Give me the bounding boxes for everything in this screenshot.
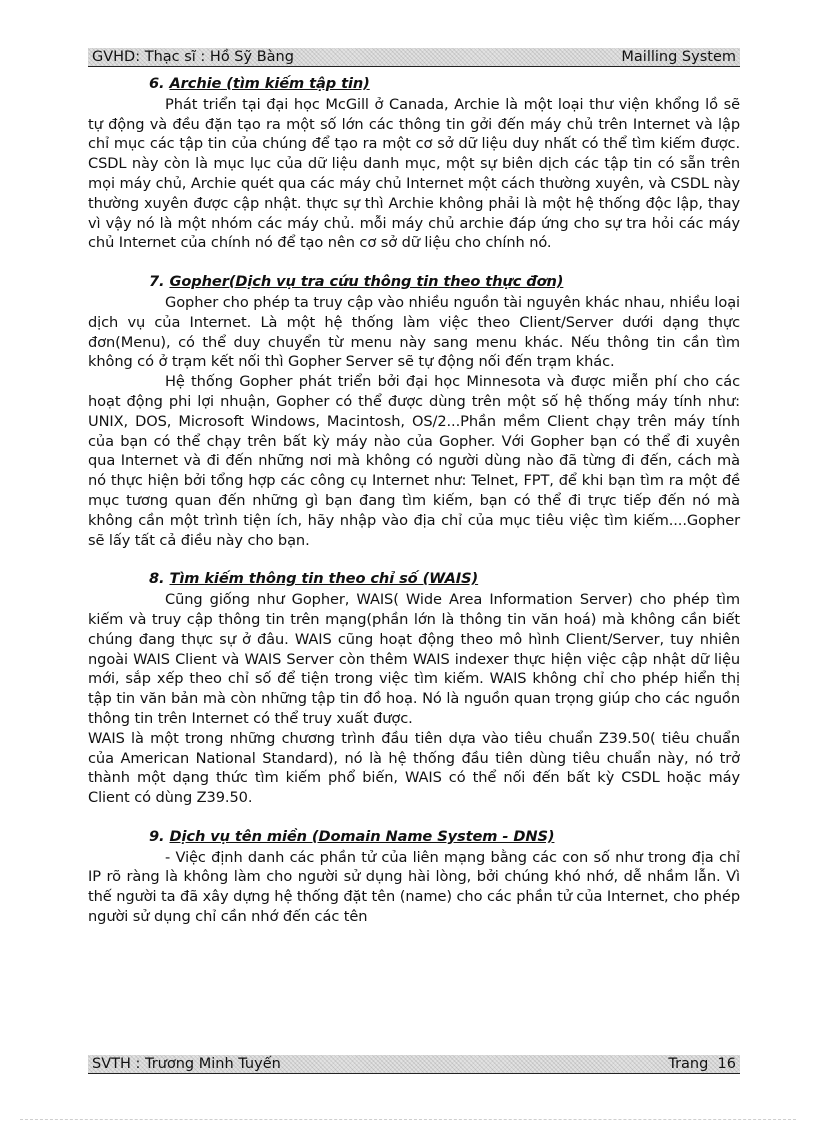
section-wais (88, 569, 740, 808)
paragraph: Phát triển tại đại học McGill ở Canada, Archie là một loại thư viện khổng lồ sẽ tự động và đều đặn tạo ra một số lớn các thông tin gởi đến máy chủ trên Internet và lập chỉ mục các tập tin của chúng để tạo ra một cơ sở dữ liệu duy nhất có thể tìm kiếm được. CSDL này còn là mục lục của dữ liệu danh mục, một sự biên dịch các tập tin có sẵn trên mọi máy chủ, Archie quét qua các máy chủ Internet một cách thường xuyên, và CSDL này thường xuyên được cập nhật. thực sự thì Archie không phải là một hệ thống độc lập, thay vì vậy nó là một nhóm các máy chủ. mỗi máy chủ archie đáp ứng cho sự tra hỏi các máy chủ Internet của chính nó để tạo nên cơ sở dữ liệu cho chính nó. (88, 95, 740, 252)
section-number: 9. (149, 827, 165, 845)
section-gopher (88, 272, 740, 550)
paragraph: Cũng giống như Gopher, WAIS( Wide Area Information Server) cho phép tìm kiếm và truy cập thông tin trên mạng(phần lớn là thông tin văn hoá) mà không cần biết chúng đang thực sự ở đâu. WAIS cũng hoạt động theo mô hình Client/Server, tuy nhiên ngoài WAIS Client và WAIS Server còn thêm WAIS indexer thực hiện việc cập nhật dữ liệu mới, sắp xếp theo chỉ số để tiện trong việc tìm kiếm. WAIS không chỉ cho phép hiển thị tập tin văn bản mà còn những tập tin đồ hoạ. Nó là nguồn quan trọng giúp cho các nguồn thông tin trên Internet có thể truy xuất được. (88, 591, 740, 727)
section-heading (88, 569, 740, 589)
page-edge-divider (20, 1119, 796, 1120)
section-number: 7. (149, 273, 165, 291)
section-heading (88, 272, 740, 292)
header-supervisor: GVHD: Thạc sĩ : Hồ Sỹ Bàng (92, 48, 294, 65)
section-archie (88, 74, 740, 253)
section-number: 8. (149, 570, 165, 588)
paragraph: Hệ thống Gopher phát triển bởi đại học Minnesota và được miễn phí cho các hoạt động phi lợi nhuận, Gopher có thể được dùng trên một số hệ thống máy tính như: UNIX, DOS, Microsoft Windows, Macintosh, OS/2...Phần mềm Client chạy trên máy tính của bạn có thể chạy trên bất kỳ máy nào của Gopher. Với Gopher bạn có thể đi xuyên qua Internet và đi đến những nơi mà không có người dùng nào đã từng đi đến, cách mà nó thực hiện bởi tổng hợp các công cụ Internet như: Telnet, FPT, để khi bạn tìm ra một đề mục tương quan đến những gì bạn đang tìm kiếm, bạn có thể đi trực tiếp đến nó mà không cần một trình tiện ích, hãy nhập vào địa chỉ của mục tiêu việc tìm kiếm....Gopher sẽ lấy tất cả điều này cho bạn. (88, 373, 740, 549)
header-project-title: Mailling System (621, 48, 736, 65)
section-heading (88, 827, 740, 847)
paragraph: WAIS là một trong những chương trình đầu tiên dựa vào tiêu chuẩn Z39.50( tiêu chuẩn của American National Standard), nó là hệ thống đầu tiên dùng tiêu chuẩn này, nó trở thành một dạng thức tìm kiếm phổ biến, WAIS có thể nối đến bất kỳ CSDL hoặc máy Client có dùng Z39.50. (88, 729, 740, 807)
section-title: Dịch vụ tên miền (Domain Name System - DNS) (169, 827, 555, 845)
section-title: Tìm kiếm thông tin theo chỉ số (WAIS) (169, 570, 479, 588)
page-label: Trang (668, 1055, 709, 1072)
section-title: Gopher(Dịch vụ tra cứu thông tin theo thực đơn) (169, 273, 564, 291)
section-dns (88, 827, 740, 927)
document-body (88, 74, 740, 927)
section-title: Archie (tìm kiếm tập tin) (169, 75, 370, 92)
page-header (88, 48, 740, 67)
page-number: 16 (717, 1055, 736, 1072)
paragraph: - Việc định danh các phần tử của liên mạng bằng các con số như trong địa chỉ IP rõ ràng là không làm cho người sử dụng hài lòng, bởi chúng khó nhớ, dễ nhầm lẫn. Vì thế người ta đã xây dựng hệ thống đặt tên (name) cho các phần tử của Internet, cho phép người sử dụng chỉ cần nhớ đến các tên (88, 848, 740, 926)
page-footer (88, 1055, 740, 1074)
footer-student: SVTH : Trương Minh Tuyến (92, 1055, 281, 1072)
section-number: 6. (149, 75, 165, 92)
footer-page (668, 1055, 736, 1074)
section-heading (88, 74, 740, 94)
paragraph: Gopher cho phép ta truy cập vào nhiều nguồn tài nguyên khác nhau, nhiều loại dịch vụ của Internet. Là một hệ thống làm việc theo Client/Server dưới dạng thực đơn(Menu), có thể duy chuyển từ menu này sang menu khác. Nếu thông tin cần tìm không có ở trạm kết nối thì Gopher Server sẽ tự động nối đến trạm khác. (88, 293, 740, 371)
